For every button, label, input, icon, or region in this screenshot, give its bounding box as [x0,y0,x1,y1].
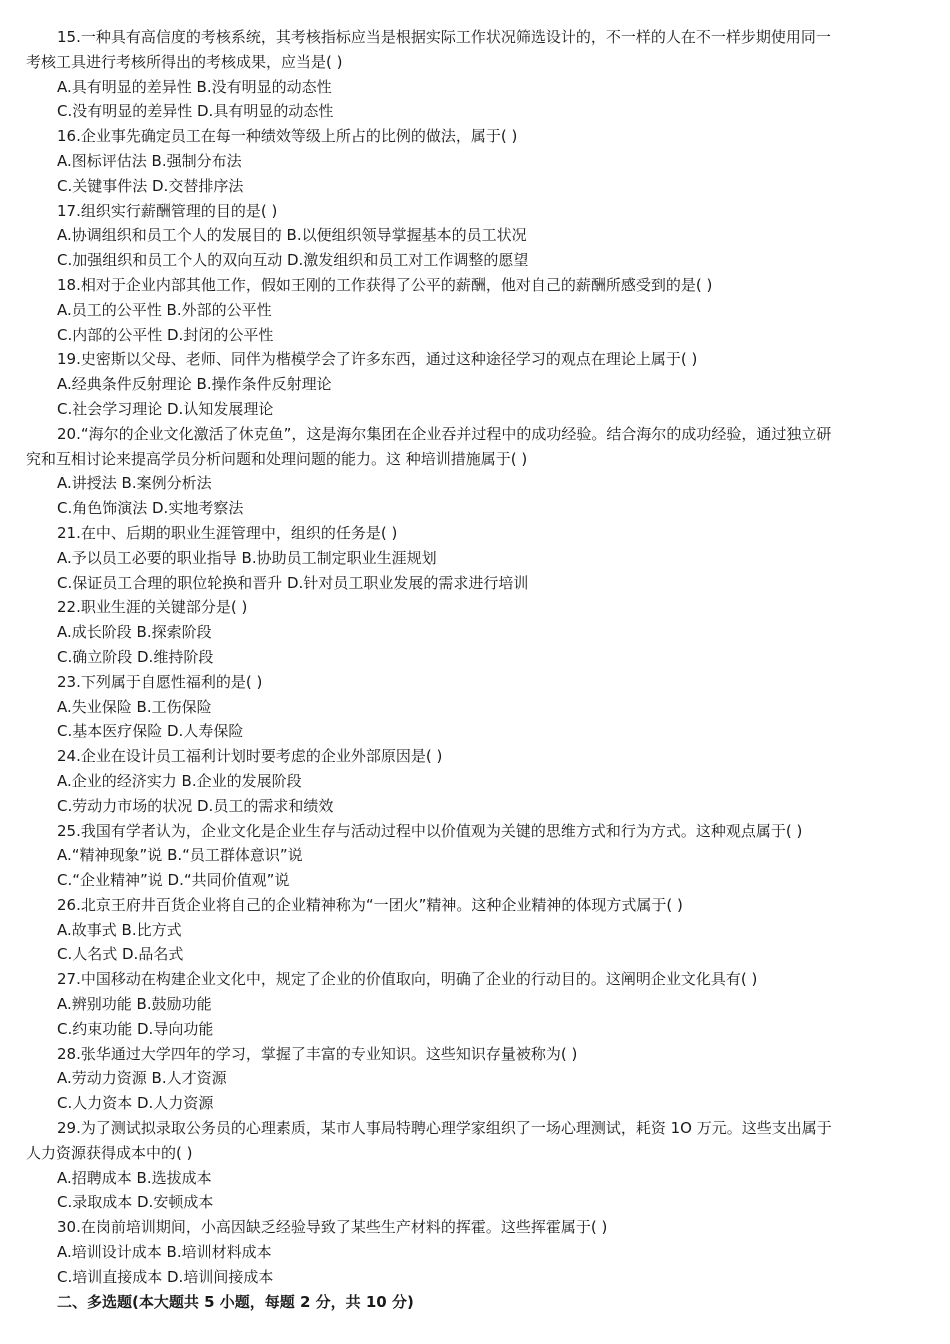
answer-options: A.讲授法 B.案例分析法 [57,474,212,493]
answer-options: C.“企业精神”说 D.“共同价值观”说 [57,871,290,890]
question-stem: 23.下列属于自愿性福利的是( ) [57,672,263,691]
question-stem: 28.张华通过大学四年的学习，掌握了丰富的专业知识。这些知识存量被称为( ) [57,1044,578,1063]
question-stem: 15.一种具有高信度的考核系统，其考核指标应当是根据实际工作状况筛选设计的，不一样的人在不一样步期使用同一 [57,28,831,46]
answer-options: A.员工的公平性 B.外部的公平性 [57,300,272,319]
answer-options: C.没有明显的差异性 D.具有明显的动态性 [57,102,334,121]
answer-options: A.具有明显的差异性 B.没有明显的动态性 [57,77,332,96]
question-stem: 人力资源获得成本中的( ) [26,1143,193,1162]
question-stem: 22.职业生涯的关键部分是( ) [57,598,248,617]
answer-options: A.招聘成本 B.选拔成本 [57,1168,212,1187]
question-stem: 19.史密斯以父母、老师、同伴为楷模学会了许多东西，通过这种途径学习的观点在理论上属于( ) [57,350,698,369]
answer-options: C.劳动力市场的状况 D.员工的需求和绩效 [57,796,334,815]
question-stem: 考核工具进行考核所得出的考核成果，应当是( ) [26,52,343,71]
answer-options: C.内部的公平性 D.封闭的公平性 [57,325,274,344]
question-stem: 16.企业事先确定员工在每一种绩效等级上所占的比例的做法，属于( ) [57,127,518,146]
answer-options: A.图标评估法 B.强制分布法 [57,151,242,170]
answer-options: C.角色饰演法 D.实地考察法 [57,499,244,518]
question-stem: 18.相对于企业内部其他工作，假如王刚的工作获得了公平的薪酬，他对自己的薪酬所感受到的是( ) [57,275,713,294]
answer-options: C.保证员工合理的职位轮换和晋升 D.针对员工职业发展的需求进行培训 [57,573,529,592]
answer-options: A.劳动力资源 B.人才资源 [57,1069,227,1088]
answer-options: A.成长阶段 B.探索阶段 [57,623,212,642]
question-stem: 25.我国有学者认为，企业文化是企业生存与活动过程中以价值观为关键的思维方式和行为方式。这种观点属于( ) [57,821,803,840]
question-stem: 17.组织实行薪酬管理的目的是( ) [57,201,278,220]
answer-options: A.“精神现象”说 B.“员工群体意识”说 [57,846,303,865]
answer-options: A.予以员工必要的职业指导 B.协助员工制定职业生涯规划 [57,548,437,567]
answer-options: C.关键事件法 D.交替排序法 [57,176,244,195]
question-stem: 21.在中、后期的职业生涯管理中，组织的任务是( ) [57,523,398,542]
question-stem: 29.为了测试拟录取公务员的心理素质，某市人事局特聘心理学家组织了一场心理测试，耗资 1O 万元。这些支出属于 [57,1119,832,1138]
question-stem: 27.中国移动在构建企业文化中，规定了企业的价值取向，明确了企业的行动目的。这阐明企业文化具有( ) [57,970,758,989]
answer-options: C.社会学习理论 D.认知发展理论 [57,399,274,418]
question-stem: 24.企业在设计员工福利计划时要考虑的企业外部原因是( ) [57,747,443,766]
question-stem: 20.“海尔的企业文化激活了休克鱼”，这是海尔集团在企业吞并过程中的成功经验。结合海尔的成功经验，通过独立研 [57,424,832,443]
answer-options: C.确立阶段 D.维持阶段 [57,647,214,666]
answer-options: A.故事式 B.比方式 [57,920,182,939]
answer-options: C.约束功能 D.导向功能 [57,1019,214,1038]
question-stem: 30.在岗前培训期间，小高因缺乏经验导致了某些生产材料的挥霍。这些挥霍属于( ) [57,1218,608,1237]
answer-options: A.辨别功能 B.鼓励功能 [57,995,212,1014]
answer-options: C.加强组织和员工个人的双向互动 D.激发组织和员工对工作调整的愿望 [57,251,529,270]
answer-options: A.经典条件反射理论 B.操作条件反射理论 [57,375,332,394]
answer-options: A.培训设计成本 B.培训材料成本 [57,1243,272,1262]
answer-options: C.人名式 D.品名式 [57,945,184,964]
answer-options: C.人力资本 D.人力资源 [57,1094,214,1113]
answer-options: A.失业保险 B.工伤保险 [57,697,212,716]
answer-options: C.录取成本 D.安顿成本 [57,1193,214,1212]
answer-options: A.企业的经济实力 B.企业的发展阶段 [57,771,302,790]
answer-options: C.培训直接成本 D.培训间接成本 [57,1267,274,1286]
question-stem: 究和互相讨论来提高学员分析问题和处理问题的能力。这 种培训措施属于( ) [26,449,528,468]
answer-options: A.协调组织和员工个人的发展目的 B.以便组织领导掌握基本的员工状况 [57,226,527,245]
question-stem: 26.北京王府井百货企业将自己的企业精神称为“一团火”精神。这种企业精神的体现方式属于( ) [57,895,683,914]
answer-options: C.基本医疗保险 D.人寿保险 [57,722,244,741]
section-heading: 二、多选题(本大题共 5 小题，每题 2 分，共 10 分) [57,1292,414,1311]
